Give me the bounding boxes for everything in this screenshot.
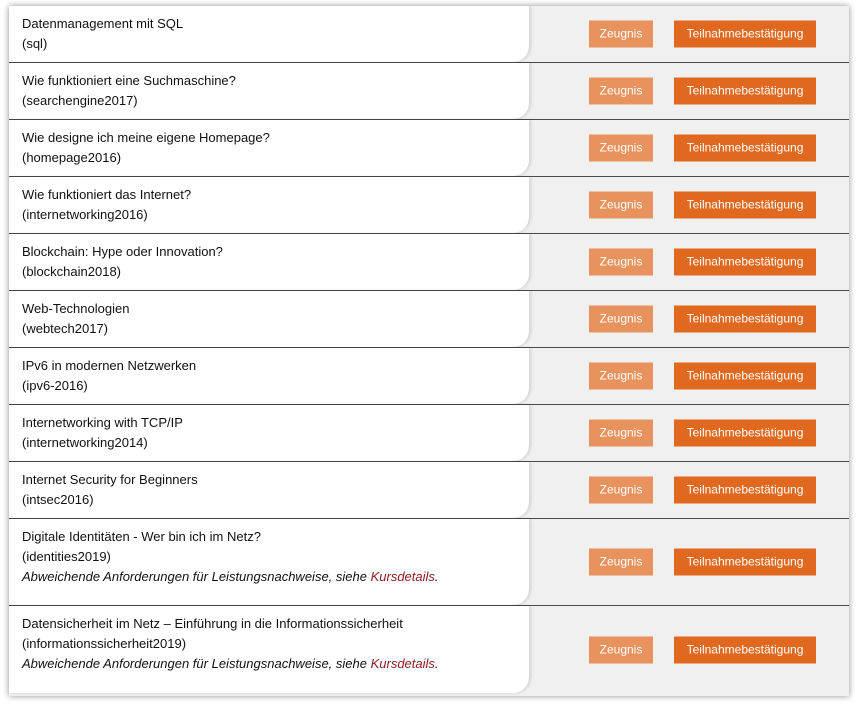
course-title: Wie funktioniert das Internet? xyxy=(22,187,192,202)
zeugnis-button[interactable]: Zeugnis xyxy=(589,21,653,48)
note-text: Abweichende Anforderungen für Leistungsnachweise, siehe xyxy=(22,656,371,671)
zeugnis-button[interactable]: Zeugnis xyxy=(589,306,653,333)
course-actions xyxy=(529,177,849,233)
course-list xyxy=(9,6,849,696)
course-info xyxy=(9,519,529,605)
course-title: Wie designe ich meine eigene Homepage? xyxy=(22,130,270,145)
teilnahmebestaetigung-button[interactable]: Teilnahmebestätigung xyxy=(674,192,816,219)
course-info xyxy=(9,63,529,119)
zeugnis-button[interactable]: Zeugnis xyxy=(589,135,653,162)
course-row xyxy=(9,120,849,177)
course-row xyxy=(9,519,849,606)
course-code: (homepage2016) xyxy=(22,150,122,165)
course-info xyxy=(9,405,529,461)
teilnahmebestaetigung-button[interactable]: Teilnahmebestätigung xyxy=(674,249,816,276)
course-title: Datensicherheit im Netz – Einführung in die Informationssicherheit xyxy=(22,616,403,631)
zeugnis-button[interactable]: Zeugnis xyxy=(589,363,653,390)
course-row xyxy=(9,234,849,291)
note-suffix: . xyxy=(434,569,439,584)
course-info xyxy=(9,234,529,290)
course-title: Wie funktioniert eine Suchmaschine? xyxy=(22,73,236,88)
zeugnis-button[interactable]: Zeugnis xyxy=(589,420,653,447)
teilnahmebestaetigung-button[interactable]: Teilnahmebestätigung xyxy=(674,306,816,333)
note-suffix: . xyxy=(434,656,439,671)
course-info xyxy=(9,120,529,176)
teilnahmebestaetigung-button[interactable]: Teilnahmebestätigung xyxy=(674,549,816,576)
course-code: (internetworking2014) xyxy=(22,435,148,450)
course-actions xyxy=(529,348,849,404)
course-actions xyxy=(529,606,849,693)
course-title: Digitale Identitäten - Wer bin ich im Netz? xyxy=(22,529,261,544)
course-code: (searchengine2017) xyxy=(22,93,138,108)
zeugnis-button[interactable]: Zeugnis xyxy=(589,549,653,576)
kursdetails-link[interactable]: Kursdetails xyxy=(370,569,435,584)
course-row xyxy=(9,606,849,693)
course-row xyxy=(9,177,849,234)
course-actions xyxy=(529,462,849,518)
zeugnis-button[interactable]: Zeugnis xyxy=(589,192,653,219)
course-row xyxy=(9,63,849,120)
teilnahmebestaetigung-button[interactable]: Teilnahmebestätigung xyxy=(674,363,816,390)
zeugnis-button[interactable]: Zeugnis xyxy=(589,477,653,504)
teilnahmebestaetigung-button[interactable]: Teilnahmebestätigung xyxy=(674,477,816,504)
course-actions xyxy=(529,63,849,119)
zeugnis-button[interactable]: Zeugnis xyxy=(589,636,653,663)
course-info xyxy=(9,6,529,62)
course-row xyxy=(9,405,849,462)
course-row xyxy=(9,6,849,63)
course-code: (webtech2017) xyxy=(22,321,108,336)
teilnahmebestaetigung-button[interactable]: Teilnahmebestätigung xyxy=(674,78,816,105)
course-title: Blockchain: Hype oder Innovation? xyxy=(22,244,223,259)
course-code: (identities2019) xyxy=(22,549,111,564)
course-code: (informationssicherheit2019) xyxy=(22,636,187,651)
course-info xyxy=(9,348,529,404)
course-code: (internetworking2016) xyxy=(22,207,148,222)
zeugnis-button[interactable]: Zeugnis xyxy=(589,249,653,276)
course-code: (ipv6-2016) xyxy=(22,378,88,393)
course-row xyxy=(9,348,849,405)
course-info xyxy=(9,462,529,518)
course-code: (intsec2016) xyxy=(22,492,94,507)
course-code: (blockchain2018) xyxy=(22,264,122,279)
course-actions xyxy=(529,405,849,461)
course-title: IPv6 in modernen Netzwerken xyxy=(22,358,197,373)
teilnahmebestaetigung-button[interactable]: Teilnahmebestätigung xyxy=(674,135,816,162)
course-actions xyxy=(529,519,849,605)
course-title: Internetworking with TCP/IP xyxy=(22,415,183,430)
course-title: Web-Technologien xyxy=(22,301,130,316)
kursdetails-link[interactable]: Kursdetails xyxy=(370,656,435,671)
course-title: Internet Security for Beginners xyxy=(22,472,198,487)
course-info xyxy=(9,606,529,693)
course-row xyxy=(9,291,849,348)
course-actions xyxy=(529,234,849,290)
course-code: (sql) xyxy=(22,36,48,51)
requirements-note xyxy=(22,567,529,587)
course-row xyxy=(9,462,849,519)
requirements-note xyxy=(22,654,529,674)
course-actions xyxy=(529,120,849,176)
teilnahmebestaetigung-button[interactable]: Teilnahmebestätigung xyxy=(674,21,816,48)
course-info xyxy=(9,177,529,233)
teilnahmebestaetigung-button[interactable]: Teilnahmebestätigung xyxy=(674,420,816,447)
course-title: Datenmanagement mit SQL xyxy=(22,16,184,31)
note-text: Abweichende Anforderungen für Leistungsnachweise, siehe xyxy=(22,569,371,584)
course-actions xyxy=(529,291,849,347)
zeugnis-button[interactable]: Zeugnis xyxy=(589,78,653,105)
teilnahmebestaetigung-button[interactable]: Teilnahmebestätigung xyxy=(674,636,816,663)
course-actions xyxy=(529,6,849,62)
course-info xyxy=(9,291,529,347)
